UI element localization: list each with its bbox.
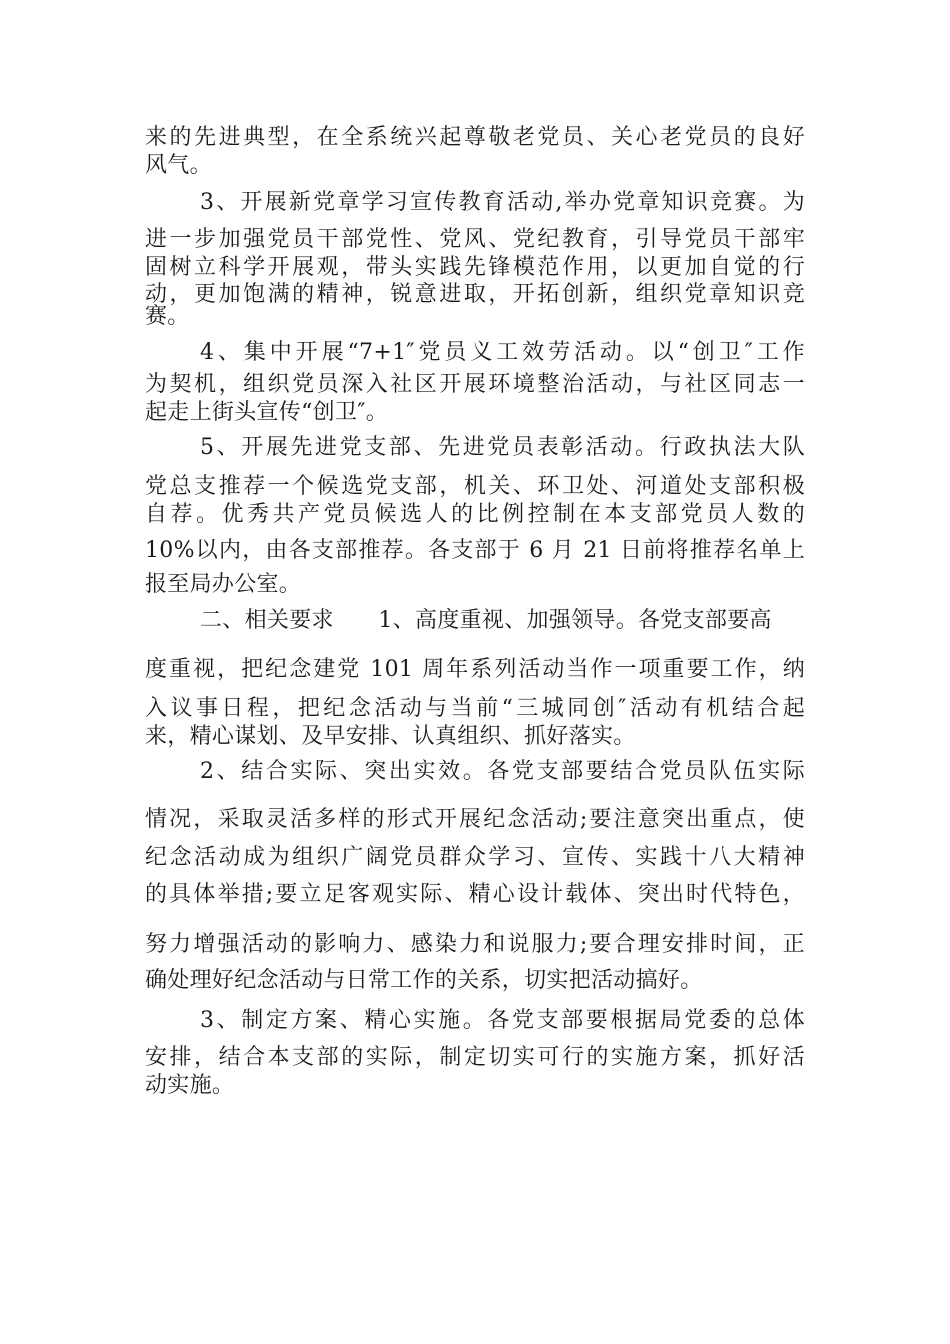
text-line: 报至局办公室。 xyxy=(145,572,302,597)
text-line: 进一步加强党员干部党性、党风、党纪教育，引导党员干部牢 xyxy=(145,227,805,252)
text-line: 努力增强活动的影响力、感染力和说服力;要合理安排时间，正 xyxy=(145,932,805,957)
text-line: 来，精心谋划、及早安排、认真组织、抓好落实。 xyxy=(145,724,636,749)
text-line: 度重视，把纪念建党 101 周年系列活动当作一项重要工作，纳 xyxy=(145,657,805,682)
text-line: 自荐。优秀共产党员候选人的比例控制在本支部党员人数的 xyxy=(145,502,805,527)
text-line: 固树立科学开展观，带头实践先锋模范作用，以更加自觉的行 xyxy=(145,255,805,280)
text-line: 赛。 xyxy=(145,304,190,329)
text-line: 2、结合实际、突出实效。各党支部要结合党员队伍实际 xyxy=(200,759,805,784)
text-line: 为契机，组织党员深入社区开展环境整治活动，与社区同志一 xyxy=(145,372,805,397)
text-line: 3、制定方案、精心实施。各党支部要根据局党委的总体 xyxy=(200,1008,805,1033)
text-line: 安排，结合本支部的实际，制定切实可行的实施方案，抓好活 xyxy=(145,1045,805,1070)
text-line: 纪念活动成为组织广阔党员群众学习、宣传、实践十八大精神 xyxy=(145,845,805,870)
text-line: 4、集中开展“7+1″党员义工效劳活动。以“创卫″工作 xyxy=(200,340,805,365)
text-line: 3、开展新党章学习宣传教育活动,举办党章知识竞赛。为 xyxy=(200,190,805,215)
text-line: 动，更加饱满的精神，锐意进取，开拓创新，组织党章知识竞 xyxy=(145,282,805,307)
text-line: 确处理好纪念活动与日常工作的关系，切实把活动搞好。 xyxy=(145,968,703,993)
text-line: 的具体举措;要立足客观实际、精心设计载体、突出时代特色， xyxy=(145,882,805,907)
text-line: 起走上街头宣传“创卫″。 xyxy=(145,400,389,425)
text-line: 情况，采取灵活多样的形式开展纪念活动;要注意突出重点，使 xyxy=(145,807,805,832)
text-line: 10%以内，由各支部推荐。各支部于 6 月 21 日前将推荐名单上 xyxy=(145,538,805,563)
text-line: 5、开展先进党支部、先进党员表彰活动。行政执法大队 xyxy=(200,435,805,460)
text-line: 动实施。 xyxy=(145,1073,235,1098)
text-line: 入议事日程，把纪念活动与当前“三城同创″活动有机结合起 xyxy=(145,696,805,721)
text-line: 风气。 xyxy=(145,153,212,178)
text-line: 二、相关要求 1、高度重视、加强领导。各党支部要高 xyxy=(200,608,772,633)
text-line: 来的先进典型，在全系统兴起尊敬老党员、关心老党员的良好 xyxy=(145,125,805,150)
text-line: 党总支推荐一个候选党支部，机关、环卫处、河道处支部积极 xyxy=(145,474,805,499)
